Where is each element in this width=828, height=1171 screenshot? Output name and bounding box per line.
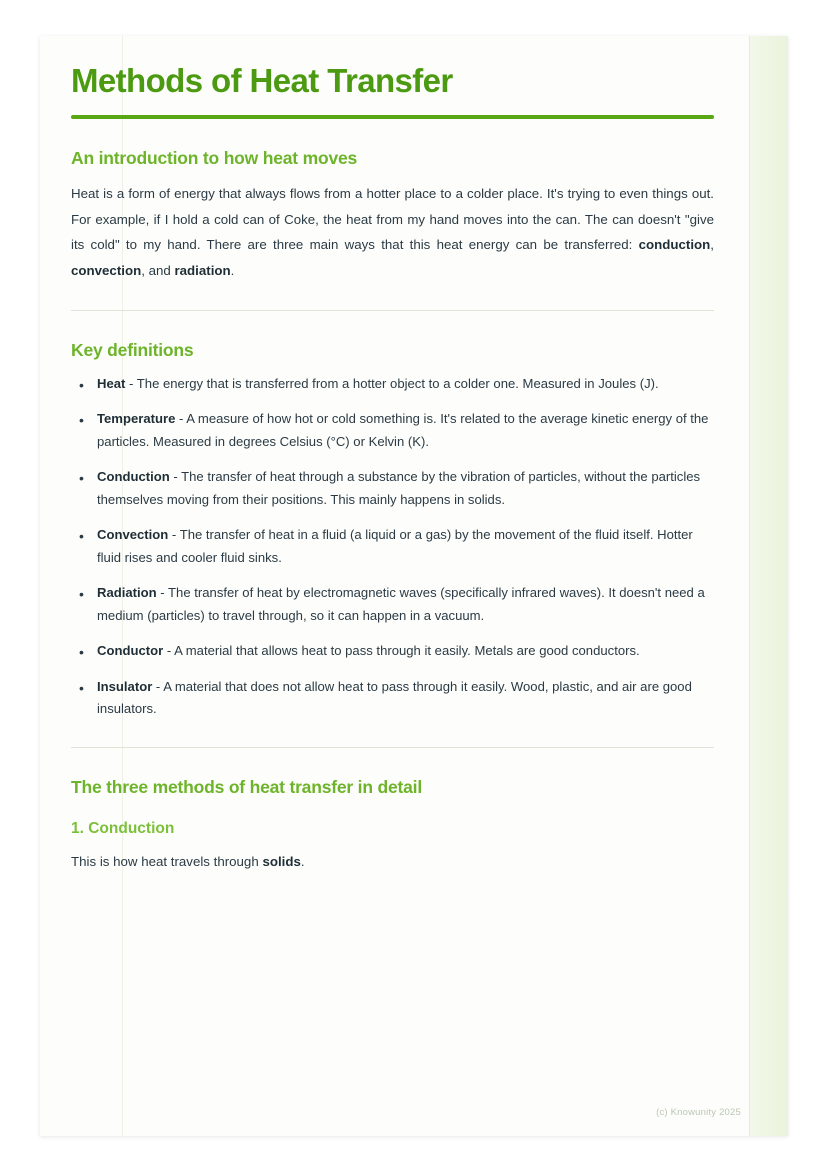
definition-term: Convection (97, 527, 169, 543)
key-definitions-list (71, 373, 714, 721)
detail-paragraph: This is how heat travels through solids. (71, 853, 305, 869)
list-item (71, 640, 714, 663)
detail-heading: The three methods of heat transfer in detail (71, 776, 422, 797)
bullet-icon: • (79, 679, 84, 696)
section-divider-1 (71, 310, 714, 311)
bold-term: convection (71, 262, 142, 278)
bullet-icon: • (79, 376, 84, 393)
definition-term: Temperature (97, 411, 176, 427)
definition-term: Conductor (97, 643, 164, 659)
definition-term: Insulator (97, 678, 153, 694)
list-item (71, 466, 714, 511)
list-item (71, 373, 714, 396)
definition-text: - The transfer of heat in a fluid (a liquid or a gas) by the movement of the fluid itself. Hotter fluid rises and cooler fluid sinks. (97, 527, 693, 565)
bullet-icon: • (79, 470, 84, 487)
bold-term: conduction (638, 237, 711, 253)
page-title: Methods of Heat Transfer (71, 62, 453, 99)
bold-term: radiation (174, 262, 231, 278)
list-item (71, 524, 714, 569)
definition-text: - The energy that is transferred from a hotter object to a colder one. Measured in Joules (J). (125, 375, 659, 391)
list-item (71, 408, 714, 453)
bold-term: solids (262, 853, 301, 869)
bullet-icon: • (79, 586, 84, 603)
definition-term: Radiation (97, 585, 157, 601)
list-item (71, 582, 714, 627)
intro-paragraph: Heat is a form of energy that always flows from a hotter place to a colder place. It's trying to even things out. For example, if I hold a cold can of Coke, the heat from my hand moves into the can. The can doesn't "give its cold" to my hand. There are three main ways that this heat energy can be transferred: conduction, convection, and radiation. (71, 185, 714, 278)
intro-heading: An introduction to how heat moves (71, 147, 358, 168)
detail-subheading: 1. Conduction (71, 819, 175, 837)
document-content (40, 36, 788, 872)
list-item (71, 676, 714, 721)
copyright-footer: (c) Knowunity 2025 (656, 1107, 741, 1118)
definition-term: Conduction (97, 469, 170, 485)
bullet-icon: • (79, 412, 84, 429)
definition-text: - The transfer of heat by electromagnetic waves (specifically infrared waves). It doesn't need a medium (particles) to travel through, so it can happen in a vacuum. (97, 585, 705, 623)
definition-text: - A measure of how hot or cold something is. It's related to the average kinetic energy of the particles. Measured in degrees Celsius (°C) or Kelvin (K). (97, 411, 709, 449)
definition-text: - The transfer of heat through a substance by the vibration of particles, without the particles themselves moving from their positions. This mainly happens in solids. (97, 469, 701, 507)
bullet-icon: • (79, 528, 84, 545)
definition-term: Heat (97, 375, 126, 391)
key-definitions-heading: Key definitions (71, 339, 194, 360)
document-page (40, 36, 788, 1136)
definition-text: - A material that allows heat to pass through it easily. Metals are good conductors. (163, 643, 640, 659)
definition-text: - A material that does not allow heat to pass through it easily. Wood, plastic, and air are good insulators. (97, 678, 692, 717)
title-underline (71, 115, 714, 119)
bullet-icon: • (79, 644, 84, 661)
section-divider-2 (71, 747, 714, 748)
